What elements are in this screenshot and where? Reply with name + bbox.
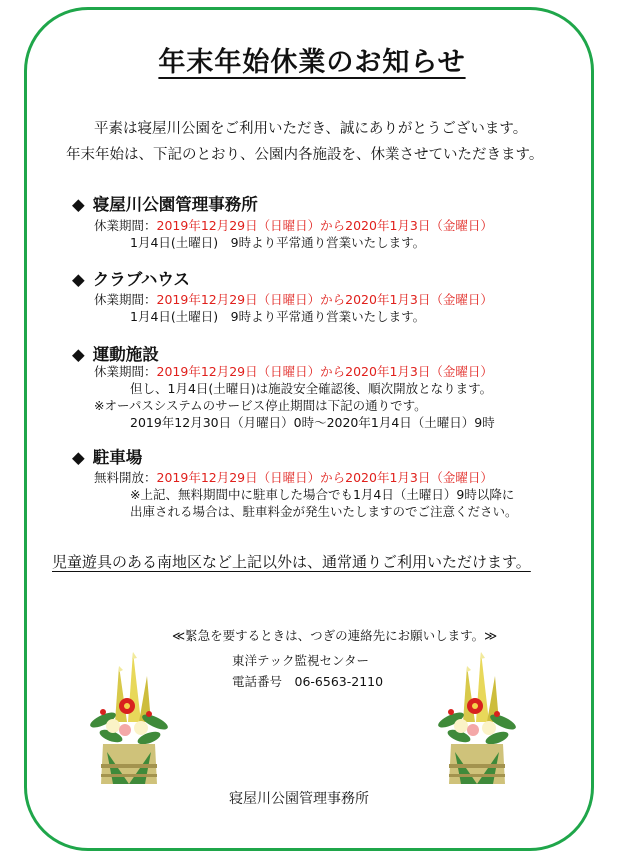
kadomatsu-left-icon [84,652,174,792]
section-heading-clubhouse [72,266,190,290]
section-heading-text: 運動施設 [92,345,159,364]
section-note-sports-3: 2019年12月30日（月曜日）0時～2020年1月4日（土曜日）9時 [130,415,495,430]
page-title: 年末年始休業のお知らせ [158,47,466,78]
diamond-bullet-icon: ◆ [72,270,85,289]
period-label: 無料開放： [94,470,157,485]
section-period-sports [94,362,493,380]
diamond-bullet-icon: ◆ [72,345,85,364]
period-dates: 2019年12月29日（日曜日）から2020年1月3日（金曜日） [156,364,493,379]
section-note-office: 1月4日(土曜日) 9時より平常通り営業いたします。 [130,235,426,250]
period-dates: 2019年12月29日（日曜日）から2020年1月3日（金曜日） [156,292,493,307]
section-note-clubhouse: 1月4日(土曜日) 9時より平常通り営業いたします。 [130,309,426,324]
section-period-parking [94,468,493,486]
section-heading-office [72,191,258,215]
intro-line-1: 平素は寝屋川公園をご利用いただき、誠にありがとうございます。 [94,121,528,137]
section-heading-parking [72,444,142,468]
footer-note: 児童遊具のある南地区など上記以外は、通常通りご利用いただけます。 [52,553,531,571]
period-dates: 2019年12月29日（日曜日）から2020年1月3日（金曜日） [156,218,493,233]
section-note-parking-1: ※上記、無料期間中に駐車した場合でも1月4日（土曜日）9時以降に [130,487,515,502]
section-period-office [94,216,493,234]
section-note-parking-2: 出庫される場合は、駐車料金が発生いたしますのでご注意ください。 [130,504,518,519]
contact-phone: 電話番号 06-6563-2110 [232,674,384,689]
period-dates: 2019年12月29日（日曜日）から2020年1月3日（金曜日） [156,470,493,485]
kadomatsu-right-icon [432,652,522,792]
contact-name: 東洋テック監視センター [232,653,370,668]
period-label: 休業期間： [94,364,157,379]
section-note-sports-1: 但し、1月4日(土曜日)は施設安全確認後、順次開放となります。 [130,381,493,396]
emergency-note: ≪緊急を要するときは、つぎの連絡先にお願いします。≫ [172,628,498,643]
office-signature: 寝屋川公園管理事務所 [229,791,369,807]
intro-line-2: 年末年始は、下記のとおり、公園内各施設を、休業させていただきます。 [66,147,544,163]
section-note-sports-2: ※オーパスシステムのサービス停止期間は下記の通りです。 [94,398,427,413]
period-label: 休業期間： [94,218,157,233]
period-label: 休業期間： [94,292,157,307]
diamond-bullet-icon: ◆ [72,448,85,467]
section-heading-text: クラブハウス [92,270,190,289]
diamond-bullet-icon: ◆ [72,195,85,214]
section-period-clubhouse [94,290,493,308]
section-heading-text: 寝屋川公園管理事務所 [92,195,258,214]
section-heading-text: 駐車場 [92,448,143,467]
